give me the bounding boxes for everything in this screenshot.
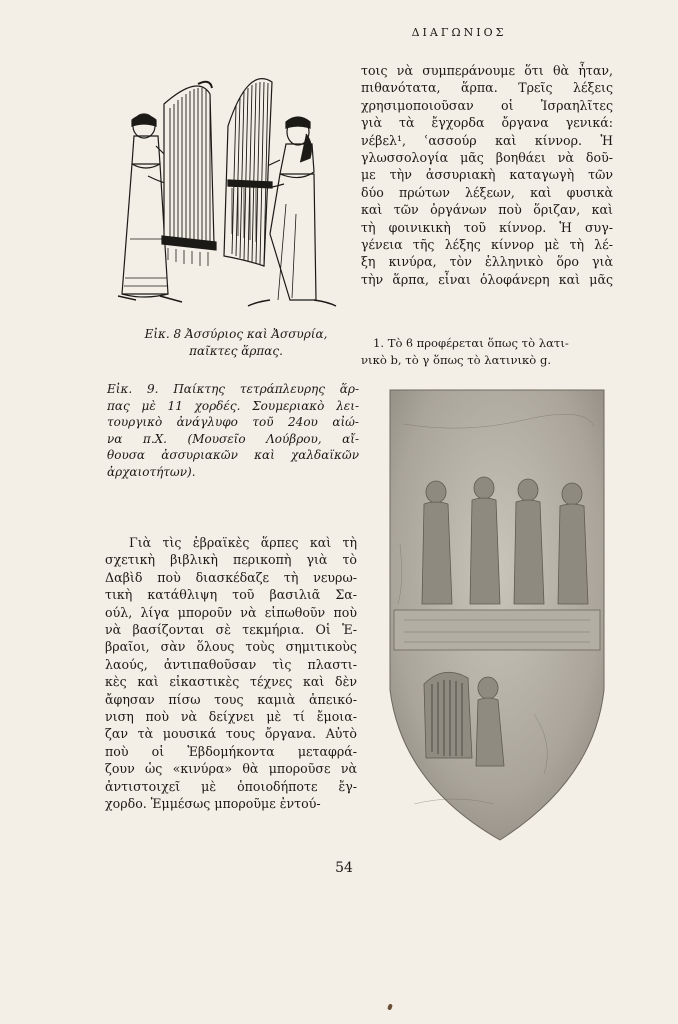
figure-8-caption <box>118 326 354 359</box>
page-number: 54 <box>335 860 353 876</box>
right-column-text <box>361 62 613 288</box>
text-line: βραῖοι, σὰν ὅλους τοὺς σημιτικοὺς <box>105 639 357 655</box>
text-line: ξη κινύρα, τὸν ἑλληνικὸ ὅρο γιὰ <box>361 254 613 270</box>
text-line: ἄφησαν πίσω τους καμιὰ ἀπεικό- <box>105 691 357 707</box>
paper-speck <box>387 1003 393 1010</box>
text-line: χορδο. Ἐμμέσως μποροῦμε ἐντού- <box>105 796 321 812</box>
footnote <box>361 335 613 368</box>
caption-line: να π.Χ. (Μουσεῖο Λούβρου, αἴ- <box>107 431 359 446</box>
text-line: τὴ φοινικικὴ τοῦ κίννορ. Ἡ συγ- <box>361 219 613 235</box>
caption-line: τουργικὸ ἀνάγλυφο τοῦ 24ου αἰώ- <box>107 415 359 430</box>
text-line: τοις νὰ συμπεράνουμε ὅτι θὰ ἦταν, <box>361 63 613 78</box>
footnote-line: νικὸ b, τὸ γ ὅπως τὸ λατινικὸ g. <box>361 352 552 367</box>
text-line: νέβελ¹, ʿασσούρ καὶ κίννορ. Ἡ <box>361 132 613 148</box>
text-line: κὲς καὶ εἰκαστικὲς τέχνες καὶ δὲν <box>105 674 357 690</box>
text-line: ούλ, λίγα μποροῦν νὰ εἰπωθοῦν ποὺ <box>105 604 357 620</box>
text-line: γλωσσολογία μᾶς βοηθάει νὰ δοῦ- <box>361 150 613 166</box>
text-line: τικὴ κατάθλιψη τοῦ βασιλιᾶ Σα- <box>105 587 357 603</box>
left-column-text <box>105 534 357 813</box>
text-line: ζουν ὡς «κινύρα» θὰ μποροῦσε νὰ <box>105 761 357 777</box>
text-line: χρησιμοποιοῦσαν οἱ Ἰσραηλῖτες <box>361 97 613 113</box>
text-line: Γιὰ τὶς ἑβραϊκὲς ἅρπες καὶ τὴ <box>129 535 357 550</box>
text-line: λαούς, ἀντιπαθοῦσαν τὶς πλαστι- <box>105 656 357 672</box>
figure-9-caption <box>107 381 359 481</box>
text-line: ζαν τὰ μουσικά τους ὄργανα. Αὐτὸ <box>105 726 357 742</box>
footnote-line: 1. Τὸ ϐ προφέρεται ὅπως τὸ λατι- <box>373 336 569 350</box>
text-line: νιση ποὺ νὰ δείχνει μὲ τί ἔμοια- <box>105 709 357 725</box>
assyrian-harpists-illustration <box>110 64 358 316</box>
running-head: ΔΙΑΓΩΝΙΟΣ <box>411 26 507 39</box>
text-line: νὰ βασίζονται σὲ τεκμήρια. Οἱ Ἑ- <box>105 622 357 638</box>
text-line: καὶ τῶν ὀργάνων ποὺ ὅριζαν, καὶ <box>361 202 613 218</box>
caption-line: παῖκτες ἅρπας. <box>189 343 283 358</box>
caption-line: πας μὲ 11 χορδές. Σουμεριακὸ λει- <box>107 398 359 413</box>
text-line: δύο πρώτων λέξεων, καὶ φυσικὰ <box>361 184 613 200</box>
sumerian-relief-photo <box>384 384 610 842</box>
caption-line: θουσα ἀσσυριακῶν καὶ χαλδαϊκῶν <box>107 448 359 463</box>
text-line: ἀντιστοιχεῖ μὲ ὁποιοδήποτε ἔγ- <box>105 778 357 794</box>
caption-line: ἀρχαιοτήτων). <box>107 464 196 479</box>
text-line: σχετικὴ βιβλικὴ περικοπὴ γιὰ τὸ <box>105 552 357 568</box>
caption-line: Εἰκ. 9. Παίκτης τετράπλευρης ἅρ- <box>107 382 359 396</box>
text-line: γένεια τῆς λέξης κίννορ μὲ τὴ λέ- <box>361 237 613 253</box>
text-line: γιὰ τὰ ἔγχορδα ὄργανα γενικά: <box>361 115 613 131</box>
text-line: τὴν ἅρπα, εἶναι ὁλοφάνερη καὶ μᾶς <box>361 271 613 287</box>
text-line: ποὺ οἱ Ἑβδομήκοντα μεταφρά- <box>105 743 357 759</box>
text-line: Δαβὶδ ποὺ διασκέδαζε τὴ νευρω- <box>105 569 357 585</box>
text-line: πιθανότατα, ἅρπα. Τρεῖς λέξεις <box>361 80 613 96</box>
caption-line: Εἰκ. 8 Ἀσσύριος καὶ Ἀσσυρία, <box>144 327 328 341</box>
text-line: με τὴν ἀσσυριακὴ καταγωγὴ τῶν <box>361 167 613 183</box>
